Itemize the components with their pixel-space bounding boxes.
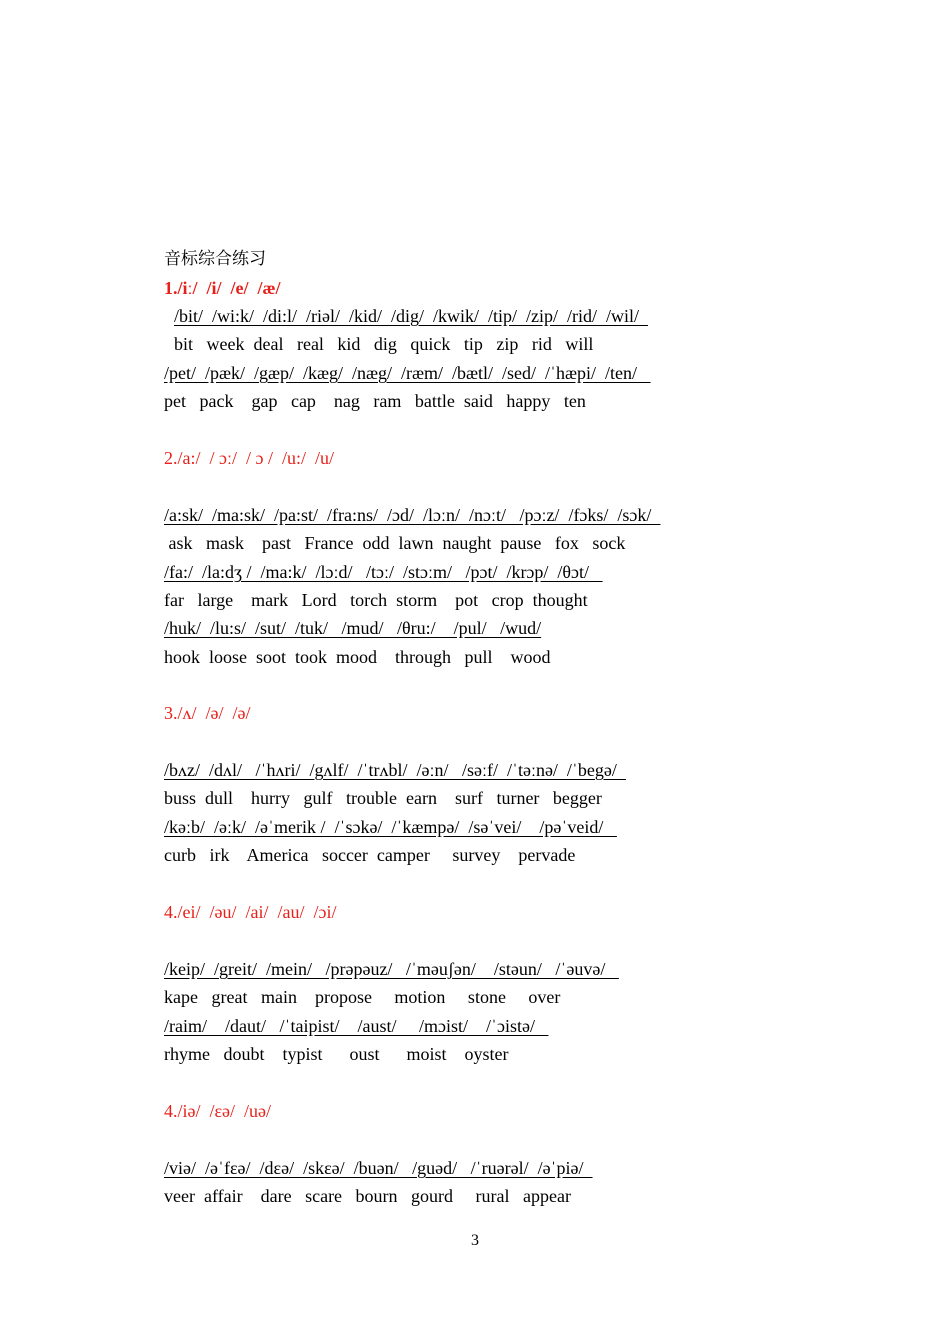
word-line: hook loose soot took mood through pull wood bbox=[164, 647, 551, 667]
ipa-line: /viə/ /əˈfɛə/ /dɛə/ /skɛə/ /buən/ /guəd/ /ˈruərəl/ /əˈpiə/ bbox=[164, 1158, 593, 1178]
ipa-line: /keip/ /greit/ /mein/ /prəpəuz/ /ˈməuʃən/ /stəun/ /ˈəuvə/ bbox=[164, 959, 619, 979]
ipa-line: /kəːb/ /əːk/ /əˈmerik / /ˈsɔkə/ /ˈkæmpə/ /səˈvei/ /pəˈveid/ bbox=[164, 817, 617, 837]
word-line: pet pack gap cap nag ram battle said happy ten bbox=[164, 391, 586, 411]
section-heading-5: 4./iə/ /ɛə/ /uə/ bbox=[164, 1101, 272, 1121]
ipa-line: /fa:/ /la:dʒ / /ma:k/ /lɔːd/ /tɔː/ /stɔːm/ /pɔt/ /krɔp/ /θɔt/ bbox=[164, 562, 603, 582]
word-line: curb irk America soccer camper survey pervade bbox=[164, 845, 576, 865]
word-line: rhyme doubt typist oust moist oyster bbox=[164, 1044, 509, 1064]
ipa-line: /huk/ /lu:s/ /sut/ /tuk/ /mud/ /θru:/ /pul/ /wud/ bbox=[164, 618, 542, 638]
ipa-line: /pet/ /pæk/ /gæp/ /kæg/ /næg/ /ræm/ /bætl/ /sed/ /ˈhæpi/ /ten/ bbox=[164, 363, 651, 383]
word-line: bit week deal real kid dig quick tip zip rid will bbox=[174, 334, 594, 354]
ipa-line: /a:sk/ /ma:sk/ /pa:st/ /fra:ns/ /ɔd/ /lɔːn/ /nɔːt/ /pɔːz/ /fɔks/ /sɔk/ bbox=[164, 505, 661, 525]
word-line: ask mask past France odd lawn naught pause fox sock bbox=[164, 533, 626, 553]
word-line: far large mark Lord torch storm pot crop thought bbox=[164, 590, 588, 610]
ipa-line: /raim/ /daut/ /ˈtaipist/ /aust/ /mɔist/ /ˈɔistə/ bbox=[164, 1016, 549, 1036]
section-heading-4: 4./ei/ /əu/ /ai/ /au/ /ɔi/ bbox=[164, 902, 337, 922]
section-heading-3: 3./ʌ/ /ə/ /ə/ bbox=[164, 703, 251, 723]
section-heading-1: 1./iː/ /i/ /e/ /æ/ bbox=[164, 278, 281, 298]
word-line: buss dull hurry gulf trouble earn surf turner begger bbox=[164, 788, 602, 808]
word-line: veer affair dare scare bourn gourd rural appear bbox=[164, 1186, 571, 1206]
section-heading-2: 2./a:/ / ɔː/ / ɔ / /u:/ /u/ bbox=[164, 448, 334, 468]
page-title: 音标综合练习 bbox=[164, 249, 266, 269]
word-line: kape great main propose motion stone over bbox=[164, 987, 561, 1007]
page-number: 3 bbox=[471, 1232, 479, 1249]
ipa-line: /bit/ /wi:k/ /di:l/ /riəl/ /kid/ /dig/ /kwik/ /tip/ /zip/ /rid/ /wil/ bbox=[174, 306, 649, 326]
ipa-line: /bʌz/ /dʌl/ /ˈhʌri/ /gʌlf/ /ˈtrʌbl/ /əːn/ /səːf/ /ˈtəːnə/ /ˈbegə/ bbox=[164, 760, 626, 780]
